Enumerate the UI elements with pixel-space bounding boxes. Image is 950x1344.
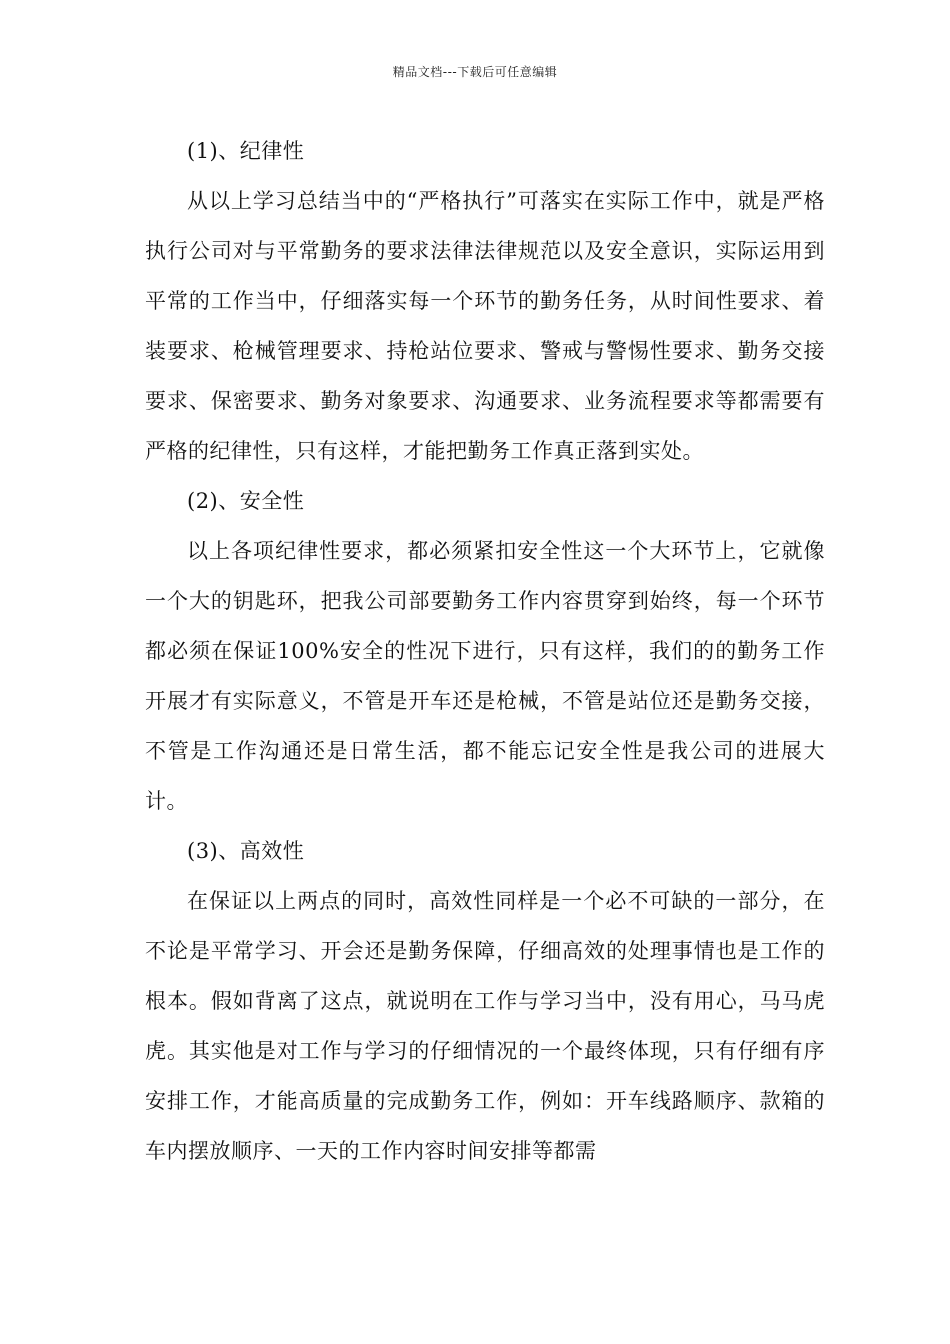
section-heading-discipline: (1)、纪律性: [187, 139, 305, 163]
paragraph-safety: 以上各项纪律性要求，都必须紧扣安全性这一个大环节上，它就像一个大的钥匙环，把我公司部要勤务工作内容贯穿到始终，每一个环节都必须在保证100%安全的性况下进行，只有这样，我们的的勤务工作开展才有实际意义，不管是开车还是枪械，不管是站位还是勤务交接，不管是工作沟通还是日常生活，都不能忘记安全性是我公司的进展大计。: [145, 539, 825, 813]
section-heading-efficiency: (3)、高效性: [187, 839, 305, 863]
paragraph-discipline: 从以上学习总结当中的“严格执行”可落实在实际工作中，就是严格执行公司对与平常勤务的要求法律法律规范以及安全意识，实际运用到平常的工作当中，仔细落实每一个环节的勤务任务，从时间性要求、着装要求、枪械管理要求、持枪站位要求、警戒与警惕性要求、勤务交接要求、保密要求、勤务对象要求、沟通要求、业务流程要求等都需要有严格的纪律性，只有这样，才能把勤务工作真正落到实处。: [145, 189, 825, 463]
page-header: 精品文档---下载后可任意编辑: [392, 65, 558, 79]
document-body: [145, 126, 825, 1176]
section-heading-safety: (2)、安全性: [187, 489, 305, 513]
paragraph-efficiency: 在保证以上两点的同时，高效性同样是一个必不可缺的一部分，在不论是平常学习、开会还是勤务保障，仔细高效的处理事情也是工作的根本。假如背离了这点，就说明在工作与学习当中，没有用心，马马虎虎。其实他是对工作与学习的仔细情况的一个最终体现，只有仔细有序安排工作，才能高质量的完成勤务工作，例如：开车线路顺序、款箱的车内摆放顺序、一天的工作内容时间安排等都需: [145, 889, 825, 1163]
